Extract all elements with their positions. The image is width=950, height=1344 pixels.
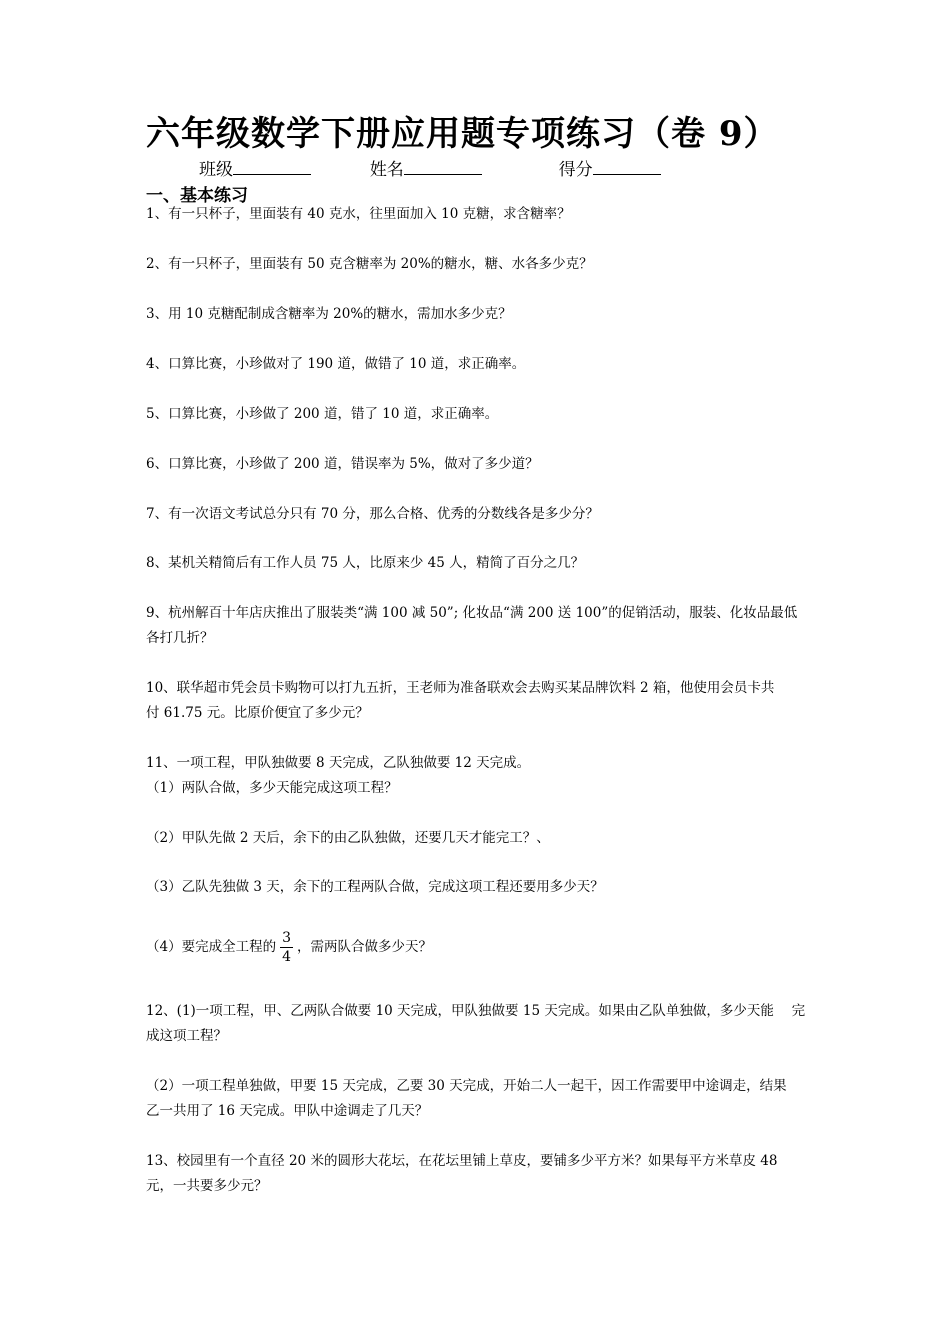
fraction-three-quarters (280, 929, 293, 966)
question-5: 5、口算比赛，小珍做了 200 道，错了 10 道，求正确率。 (146, 406, 499, 422)
question-7: 7、有一次语文考试总分只有 70 分，那么合格、优秀的分数线各是多少分？ (146, 506, 599, 522)
question-12b-line-2: 乙一共用了 16 天完成。甲队中途调走了几天？ (146, 1103, 429, 1119)
question-2: 2、有一只杯子，里面装有 50 克含糖率为 20%的糖水，糖、水各多少克？ (146, 256, 593, 272)
question-11-part-4-suffix: ，需两队合做多少天？ (297, 939, 433, 955)
question-9-line-2: 各打几折？ (146, 630, 214, 646)
question-9-line-1: 9、杭州解百十年店庆推出了服装类“满 100 减 50”; 化妆品“满 200 送 100”的促销活动，服装、化妆品最低 (146, 605, 798, 621)
name-label: 姓名 (369, 160, 404, 180)
question-10-line-1: 10、联华超市凭会员卡购物可以打九五折，王老师为准备联欢会去购买某品牌饮料 2 箱，他使用会员卡共 (146, 680, 775, 696)
student-info-row (199, 155, 661, 180)
section-heading: 一、基本练习 (146, 186, 248, 206)
question-8: 8、某机关精简后有工作人员 75 人，比原来少 45 人，精简了百分之几？ (146, 555, 585, 571)
question-6: 6、口算比赛，小珍做了 200 道，错误率为 5%，做对了多少道？ (146, 456, 539, 472)
question-12-part-2 (146, 1074, 810, 1124)
class-field (199, 155, 311, 180)
question-1: 1、有一只杯子，里面装有 40 克水，往里面加入 10 克糖，求含糖率？ (146, 206, 571, 222)
class-blank[interactable] (233, 158, 311, 175)
question-11-part-4-prefix: （4）要完成全工程的 (146, 939, 277, 955)
question-11-part-4 (146, 929, 810, 966)
question-11-part-2: （2）甲队先做 2 天后，余下的由乙队独做，还要几天才能完工？、 (146, 830, 550, 846)
question-3: 3、用 10 克糖配制成含糖率为 20%的糖水，需加水多少克？ (146, 306, 512, 322)
question-12-line-1: 12、(1)一项工程，甲、乙两队合做要 10 天完成，甲队独做要 15 天完成。如果由乙队单独做，多少天能 完 (146, 1003, 806, 1019)
question-13 (146, 1149, 810, 1199)
question-12-part-1 (146, 999, 810, 1049)
name-blank[interactable] (404, 158, 482, 175)
question-9 (146, 601, 810, 651)
question-10-line-2: 付 61.75 元。比原价便宜了多少元？ (146, 705, 369, 721)
page-title: 六年级数学下册应用题专项练习（卷 9） (146, 114, 779, 154)
question-10 (146, 676, 810, 726)
score-field (559, 155, 661, 180)
question-11-part-1: （1）两队合做，多少天能完成这项工程？ (146, 780, 398, 796)
question-11-stem: 11、一项工程，甲队独做要 8 天完成，乙队独做要 12 天完成。 (146, 755, 531, 771)
question-13-line-2: 元，一共要多少元？ (146, 1178, 268, 1194)
question-11-part-3: （3）乙队先独做 3 天，余下的工程两队合做，完成这项工程还要用多少天？ (146, 879, 604, 895)
question-13-line-1: 13、校园里有一个直径 20 米的圆形大花坛，在花坛里铺上草皮，要铺多少平方米？如果每平方米草皮 48 (146, 1153, 778, 1169)
fraction-numerator: 3 (282, 930, 292, 946)
question-12-line-2: 成这项工程？ (146, 1028, 227, 1044)
question-12b-line-1: （2）一项工程单独做，甲要 15 天完成，乙要 30 天完成，开始二人一起干，因工作需要甲中途调走，结果 (146, 1078, 787, 1094)
name-field (370, 155, 482, 180)
class-label: 班级 (199, 160, 233, 180)
score-blank[interactable] (593, 158, 661, 175)
question-11 (146, 751, 810, 801)
score-label: 得分 (558, 160, 593, 180)
fraction-denominator: 4 (282, 949, 292, 965)
question-4: 4、口算比赛，小珍做对了 190 道，做错了 10 道，求正确率。 (146, 356, 526, 372)
